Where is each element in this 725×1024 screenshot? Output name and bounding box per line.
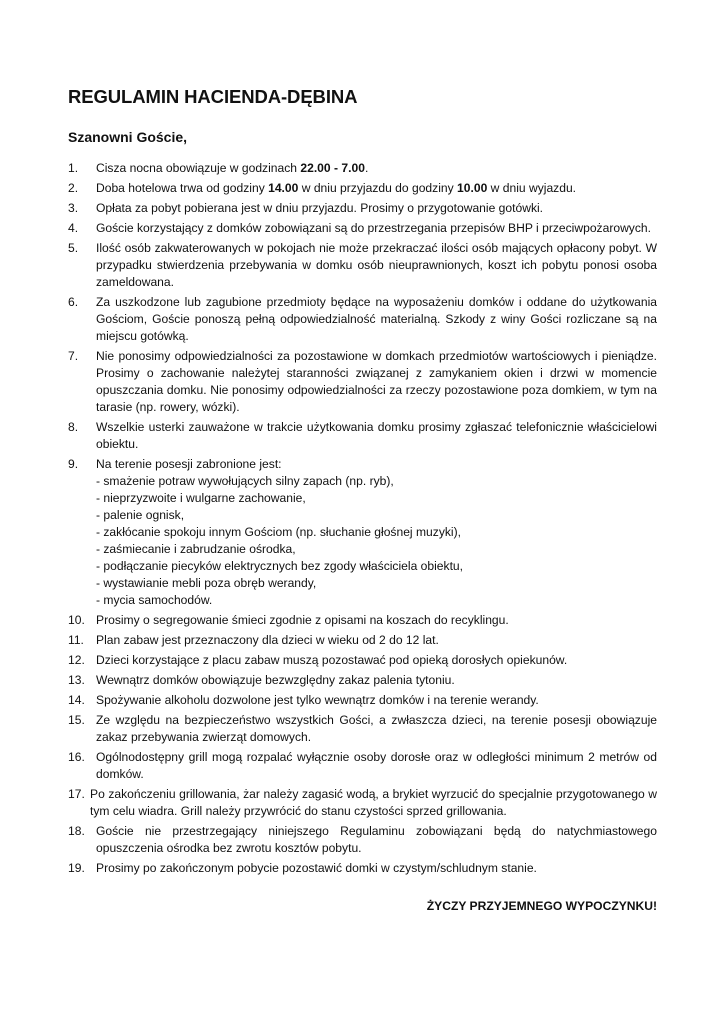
rule-number: 12. (68, 653, 85, 667)
rule-number: 10. (68, 613, 85, 627)
prohibited-item: - mycia samochodów. (96, 593, 213, 607)
rule-text: Prosimy o segregowanie śmieci zgodnie z opisami na koszach do recyklingu. (96, 613, 509, 627)
rule-text: Opłata za pobyt pobierana jest w dniu przyjazdu. Prosimy o przygotowanie gotówki. (96, 201, 544, 215)
prohibited-intro: Na terenie posesji zabronione jest: (96, 457, 282, 471)
prohibited-item: - zakłócanie spokoju innym Gościom (np. słuchanie głośnej muzyki), (96, 525, 461, 539)
rule-number: 16. (68, 750, 85, 764)
rule-16 (68, 749, 657, 783)
rule-9 (68, 456, 657, 609)
rule-number: 5. (68, 241, 79, 255)
rule-number: 17. (68, 787, 85, 801)
rule-text: Spożywanie alkoholu dozwolone jest tylko wewnątrz domków i na terenie werandy. (96, 693, 539, 707)
rule-number: 8. (68, 420, 79, 434)
rule-number: 9. (68, 457, 79, 471)
rule-number: 15. (68, 713, 85, 727)
rule-1 (68, 160, 657, 177)
rule-number: 7. (68, 349, 79, 363)
checkout-time: 10.00 (457, 181, 488, 195)
document-title: REGULAMIN HACIENDA-DĘBINA (68, 86, 358, 107)
rule-text: Nie ponosimy odpowiedzialności za pozostawione w domkach przedmiotów wartościowych i pieniądze. Prosimy o zachowanie należytej staranności związanej z zamykaniem okien i drzwi w momencie opuszczania domku. Nie ponosimy odpowiedzialności za rzeczy pozostawione poza domkiem, w tym na tarasie (np. rowery, wózki). (96, 349, 657, 414)
rule-text: Wewnątrz domków obowiązuje bezwzględny zakaz palenia tytoniu. (96, 673, 455, 687)
rule-number: 4. (68, 221, 79, 235)
rule-6 (68, 294, 657, 345)
rule-text: Ze względu na bezpieczeństwo wszystkich Gości, a zwłaszcza dzieci, na terenie posesji obowiązuje zakaz przebywania zwierząt domowych. (96, 713, 657, 744)
rule-number: 19. (68, 861, 85, 875)
rule-8 (68, 419, 657, 453)
checkin-time: 14.00 (268, 181, 299, 195)
rule-number: 18. (68, 824, 85, 838)
rule-number: 11. (68, 633, 84, 647)
rule-3 (68, 200, 657, 217)
rule-17 (68, 786, 657, 820)
closing-wish: ŻYCZY PRZYJEMNEGO WYPOCZYNKU! (426, 899, 657, 913)
rule-text: Ilość osób zakwaterowanych w pokojach nie może przekraczać ilości osób mających opłacony pobyt. W przypadku stwierdzenia przebywania w domku osób nieuprawnionych, koszt ich pobytu ponosi osoba zameldowana. (96, 241, 657, 289)
rule-7 (68, 348, 657, 416)
quiet-hours: 22.00 - 7.00 (300, 161, 365, 175)
rule-number: 3. (68, 201, 79, 215)
rule-text (96, 456, 657, 609)
greeting: Szanowni Goście, (68, 129, 188, 145)
rule-4 (68, 220, 657, 237)
rule-text: Doba hotelowa trwa od godziny 14.00 w dniu przyjazdu do godziny 10.00 w dniu wyjazdu. (96, 181, 577, 195)
prohibited-item: - nieprzyzwoite i wulgarne zachowanie, (96, 491, 306, 505)
rule-19 (68, 860, 657, 877)
prohibited-item: - podłączanie piecyków elektrycznych bez zgody właściciela obiektu, (96, 559, 464, 573)
rules-list (68, 160, 657, 877)
rule-text: Plan zabaw jest przeznaczony dla dzieci w wieku od 2 do 12 lat. (96, 633, 439, 647)
rule-number: 13. (68, 673, 85, 687)
rule-14 (68, 692, 657, 709)
rule-18 (68, 823, 657, 857)
rule-15 (68, 712, 657, 746)
rule-text: Za uszkodzone lub zagubione przedmioty będące na wyposażeniu domków i oddane do użytkowania Gościom, Goście ponoszą pełną odpowiedzialność materialną. Szkody z winy Gości rozliczane są na miejscu gotówką. (96, 295, 657, 343)
rule-text: Goście korzystający z domków zobowiązani są do przestrzegania przepisów BHP i przeciwpożarowych. (96, 221, 651, 235)
rule-text: Wszelkie usterki zauważone w trakcie użytkowania domku prosimy zgłaszać telefonicznie właścicielowi obiektu. (96, 420, 657, 451)
rule-text: Goście nie przestrzegający niniejszego Regulaminu zobowiązani będą do natychmiastowego opuszczenia ośrodka bez zwrotu kosztów pobytu. (96, 824, 657, 855)
rule-text: Dzieci korzystające z placu zabaw muszą pozostawać pod opieką dorosłych opiekunów. (96, 653, 568, 667)
prohibited-item: - wystawianie mebli poza obręb werandy, (96, 576, 317, 590)
rule-number: 6. (68, 295, 79, 309)
rule-12 (68, 652, 657, 669)
prohibited-item: - zaśmiecanie i zabrudzanie ośrodka, (96, 542, 296, 556)
prohibited-item: - palenie ognisk, (96, 508, 185, 522)
rule-number: 14. (68, 693, 85, 707)
rule-13 (68, 672, 657, 689)
rule-text: Po zakończeniu grillowania, żar należy zagasić wodą, a brykiet wyrzucić do specjalnie przygotowanego w tym celu wiadra. Grill należy przywrócić do stanu czystości sprzed grillowania. (90, 787, 657, 818)
rule-text: Ogólnodostępny grill mogą rozpalać wyłącznie osoby dorosłe oraz w odległości minimum 2 metrów od domków. (96, 750, 657, 781)
rule-text: Cisza nocna obowiązuje w godzinach 22.00 - 7.00. (96, 161, 369, 175)
rule-number: 2. (68, 181, 79, 195)
rule-10 (68, 612, 657, 629)
rule-11 (68, 632, 657, 649)
rule-2 (68, 180, 657, 197)
regulations-document (68, 86, 657, 915)
rule-text: Prosimy po zakończonym pobycie pozostawić domki w czystym/schludnym stanie. (96, 861, 537, 875)
rule-5 (68, 240, 657, 291)
prohibited-item: - smażenie potraw wywołujących silny zapach (np. ryb), (96, 474, 394, 488)
rule-number: 1. (68, 161, 79, 175)
